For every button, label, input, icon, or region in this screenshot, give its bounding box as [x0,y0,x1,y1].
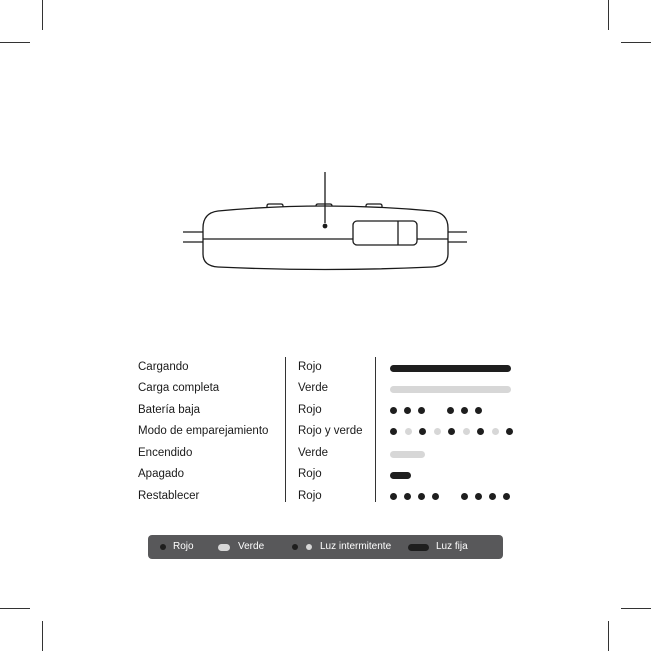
solid-pill-icon [408,544,429,551]
red-dot [489,493,496,500]
red-dot [461,493,468,500]
status-label: Modo de emparejamiento [138,425,269,437]
red-dot [432,493,439,500]
alternating-red-green-pattern [390,427,520,437]
green-dot-icon [306,544,312,550]
color-label: Rojo [298,490,322,502]
red-dot [390,493,397,500]
table-row [138,488,518,510]
status-label: Restablecer [138,490,200,502]
status-label: Apagado [138,468,185,480]
short-red-bar [390,472,411,479]
solid-red-bar [390,365,511,372]
red-dot [419,428,426,435]
red-dot [418,493,425,500]
status-label: Cargando [138,361,189,373]
short-green-pattern [390,449,520,459]
red-dot [475,493,482,500]
green-dot [405,428,412,435]
green-dot [463,428,470,435]
green-dot [492,428,499,435]
table-row [138,359,518,381]
red-dot [448,428,455,435]
table-row [138,466,518,488]
table-row [138,402,518,424]
color-label: Verde [298,382,329,394]
legend-red-label: Rojo [173,541,194,552]
status-label: Encendido [138,447,193,459]
red-dot [404,493,411,500]
color-label: Rojo [298,361,322,373]
red-dot [461,407,468,414]
legend-green-label: Verde [238,541,265,552]
short-red-pattern [390,470,520,480]
color-label: Rojo y verde [298,425,363,437]
green-dot [434,428,441,435]
red-dot [390,428,397,435]
status-label: Batería baja [138,404,201,416]
red-dot [418,407,425,414]
green-pill-icon [218,544,230,551]
solid-green-pattern [390,384,520,394]
status-label: Carga completa [138,382,220,394]
table-row [138,380,518,402]
legend-solid-label: Luz fija [436,541,468,552]
solid-green-bar [390,386,511,393]
red-dot [404,407,411,414]
solid-red-pattern [390,363,520,373]
red-dot [447,407,454,414]
red-dot-icon [160,544,166,550]
red-dot [506,428,513,435]
color-label: Rojo [298,404,322,416]
red-dot [477,428,484,435]
color-label: Rojo [298,468,322,480]
red-dot [390,407,397,414]
blinking-red-pattern [390,492,520,502]
legend-blinking-label: Luz intermitente [320,541,392,552]
red-dot [475,407,482,414]
blinking-red-pattern [390,406,520,416]
legend-bar [148,535,503,559]
red-dot [503,493,510,500]
table-row [138,445,518,467]
short-green-bar [390,451,425,458]
color-label: Verde [298,447,329,459]
red-dot-icon [292,544,298,550]
table-row [138,423,518,445]
